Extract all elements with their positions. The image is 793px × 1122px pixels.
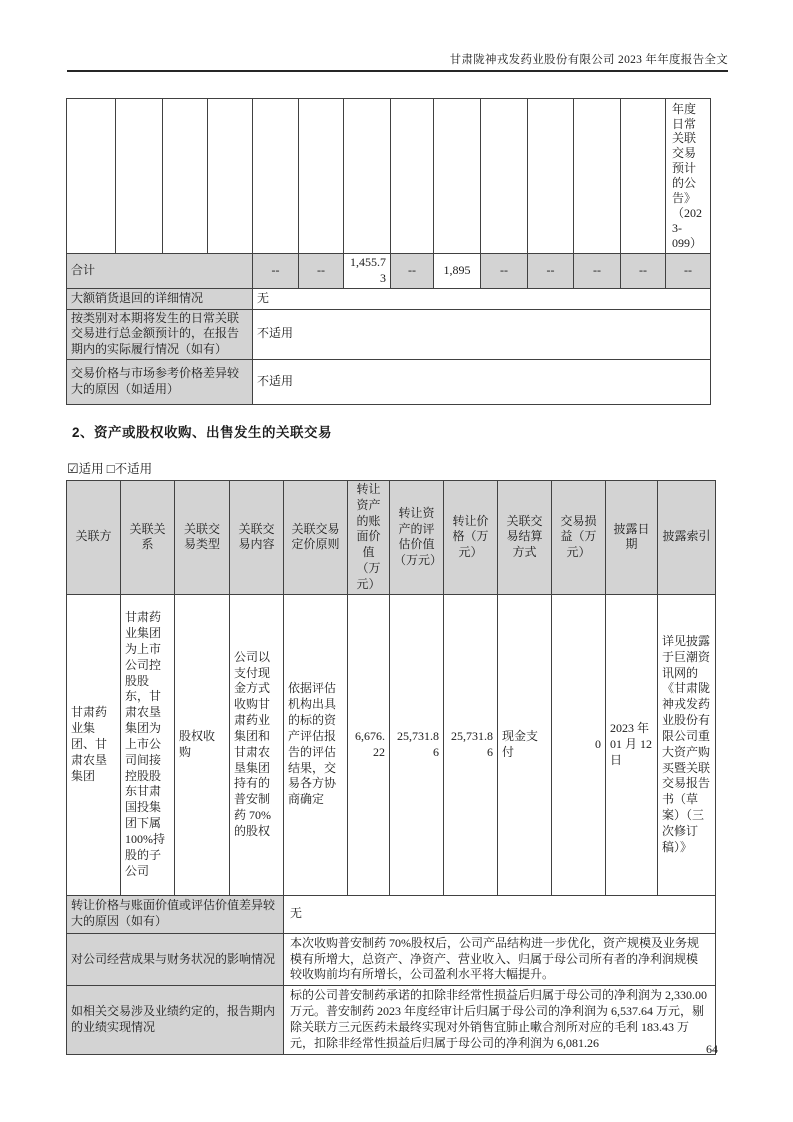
not-applicable-label: 不适用 xyxy=(114,462,153,476)
col-header-disclosure-date: 披露日期 xyxy=(606,481,658,595)
transaction-row xyxy=(67,594,716,895)
col-header-related-party: 关联方 xyxy=(67,481,121,595)
detail-value-cell: 无 xyxy=(253,288,711,309)
col-header-pricing-principle: 关联交易定价原则 xyxy=(284,481,348,595)
total-value-cell: -- xyxy=(574,254,621,289)
equity-acquisition-table xyxy=(66,480,716,1055)
detail-label-cell: 按类别对本期将发生的日常关联交易进行总金额预计的，在报告期内的实际履行情况（如有） xyxy=(67,309,253,359)
disclosure-date-cell: 2023 年 01 月 12 日 xyxy=(606,594,658,895)
applicability-line xyxy=(67,459,152,477)
disclosure-index-cell: 详见披露于巨潮资讯网的《甘肃陇神戎发药业股份有限公司重大资产购买暨关联交易报告书（草案）（三次修订稿）》 xyxy=(658,594,716,895)
header-row xyxy=(67,481,716,595)
detail-row xyxy=(67,360,711,405)
col-header-book-value: 转让资产的账面价值（万元） xyxy=(348,481,390,595)
total-value-cell: -- xyxy=(253,254,299,289)
note-label-cell: 转让价格与账面价值或评估价值差异较大的原因（如有） xyxy=(67,895,284,933)
applicable-label: 适用 xyxy=(78,462,104,476)
daily-related-transactions-table xyxy=(66,98,711,405)
relationship-cell: 甘肃药业集团为上市公司控股股东，甘肃农垦集团为上市公司间接控股股东甘肃国投集团下属100%持股的子公司 xyxy=(121,594,175,895)
book-value-cell: 6,676.22 xyxy=(348,594,390,895)
col-header-transaction-type: 关联交易类型 xyxy=(175,481,230,595)
total-value-cell: -- xyxy=(481,254,528,289)
table-row-continuation xyxy=(67,99,711,254)
empty-cell xyxy=(253,99,299,254)
empty-cell xyxy=(116,99,163,254)
note-value-cell: 无 xyxy=(284,895,716,933)
detail-label-cell: 大额销货退回的详细情况 xyxy=(67,288,253,309)
note-label-cell: 如相关交易涉及业绩约定的，报告期内的业绩实现情况 xyxy=(67,986,284,1054)
header-rule xyxy=(67,70,728,72)
total-row xyxy=(67,254,711,289)
page-number: 64 xyxy=(706,1042,718,1056)
total-label-cell: 合计 xyxy=(67,254,253,289)
col-header-gain-loss: 交易损益（万元） xyxy=(552,481,606,595)
total-value-cell: -- xyxy=(391,254,434,289)
empty-cell xyxy=(481,99,528,254)
empty-cell xyxy=(574,99,621,254)
detail-value-cell: 不适用 xyxy=(253,309,711,359)
empty-cell xyxy=(391,99,434,254)
col-header-transaction-content: 关联交易内容 xyxy=(230,481,284,595)
total-value-cell: -- xyxy=(666,254,711,289)
detail-row xyxy=(67,288,711,309)
note-row xyxy=(67,986,716,1054)
note-label-cell: 对公司经营成果与财务状况的影响情况 xyxy=(67,933,284,985)
empty-cell xyxy=(208,99,253,254)
col-header-appraised-value: 转让资产的评估价值（万元） xyxy=(390,481,444,595)
section-title: 2、资产或股权收购、出售发生的关联交易 xyxy=(72,425,333,440)
announcement-index-cell: 年度日常关联交易预计的公告》（2023-099） xyxy=(666,99,711,254)
col-header-transfer-price: 转让价格（万元） xyxy=(444,481,498,595)
transfer-price-cell: 25,731.86 xyxy=(444,594,498,895)
empty-cell xyxy=(299,99,344,254)
empty-cell xyxy=(528,99,574,254)
appraised-value-cell: 25,731.86 xyxy=(390,594,444,895)
note-row xyxy=(67,933,716,985)
transaction-type-cell: 股权收购 xyxy=(175,594,230,895)
report-header-title: 甘肃陇神戎发药业股份有限公司 2023 年年度报告全文 xyxy=(449,54,728,66)
total-amount-cell: 1,455.73 xyxy=(344,254,391,289)
detail-label-cell: 交易价格与市场参考价格差异较大的原因（如适用） xyxy=(67,360,253,405)
col-header-settlement-method: 关联交易结算方式 xyxy=(498,481,552,595)
settlement-method-cell: 现金支付 xyxy=(498,594,552,895)
note-value-cell: 本次收购普安制药 70%股权后，公司产品结构进一步优化，资产规模及业务规模有所增大，总资产、净资产、营业收入、归属于母公司所有者的净利润规模较收购前均有所增长，公司盈利水平将大幅提升。 xyxy=(284,933,716,985)
checkbox-unchecked-icon[interactable]: □ xyxy=(106,461,115,476)
total-value-cell: -- xyxy=(528,254,574,289)
empty-cell xyxy=(67,99,116,254)
gain-loss-cell: 0 xyxy=(552,594,606,895)
note-value-cell: 标的公司普安制药承诺的扣除非经常性损益后归属于母公司的净利润为 2,330.00 万元。普安制药 2023 年度经审计后归属于母公司的净利润为 6,537.64 万元，剔除关联方三元医药未最终实现对外销售宜肺止嗽合剂所对应的毛利 183.43 万元，扣除非经常性损益后归属于母公司的净利润为 6,081.26 xyxy=(284,986,716,1054)
note-row xyxy=(67,895,716,933)
total-value-cell: -- xyxy=(621,254,666,289)
empty-cell xyxy=(621,99,666,254)
detail-value-cell: 不适用 xyxy=(253,360,711,405)
approved-quota-cell: 1,895 xyxy=(434,254,481,289)
checkbox-checked-icon[interactable]: ☑ xyxy=(67,461,79,476)
detail-row xyxy=(67,309,711,359)
col-header-relationship: 关联关系 xyxy=(121,481,175,595)
col-header-disclosure-index: 披露索引 xyxy=(658,481,716,595)
transaction-content-cell: 公司以支付现金方式收购甘肃药业集团和甘肃农垦集团持有的普安制药 70%的股权 xyxy=(230,594,284,895)
related-party-cell: 甘肃药业集团、甘肃农垦集团 xyxy=(67,594,121,895)
pricing-principle-cell: 依据评估机构出具的标的资产评估报告的评估结果，交易各方协商确定 xyxy=(284,594,348,895)
empty-cell xyxy=(434,99,481,254)
empty-cell xyxy=(163,99,208,254)
empty-cell xyxy=(344,99,391,254)
total-value-cell: -- xyxy=(299,254,344,289)
